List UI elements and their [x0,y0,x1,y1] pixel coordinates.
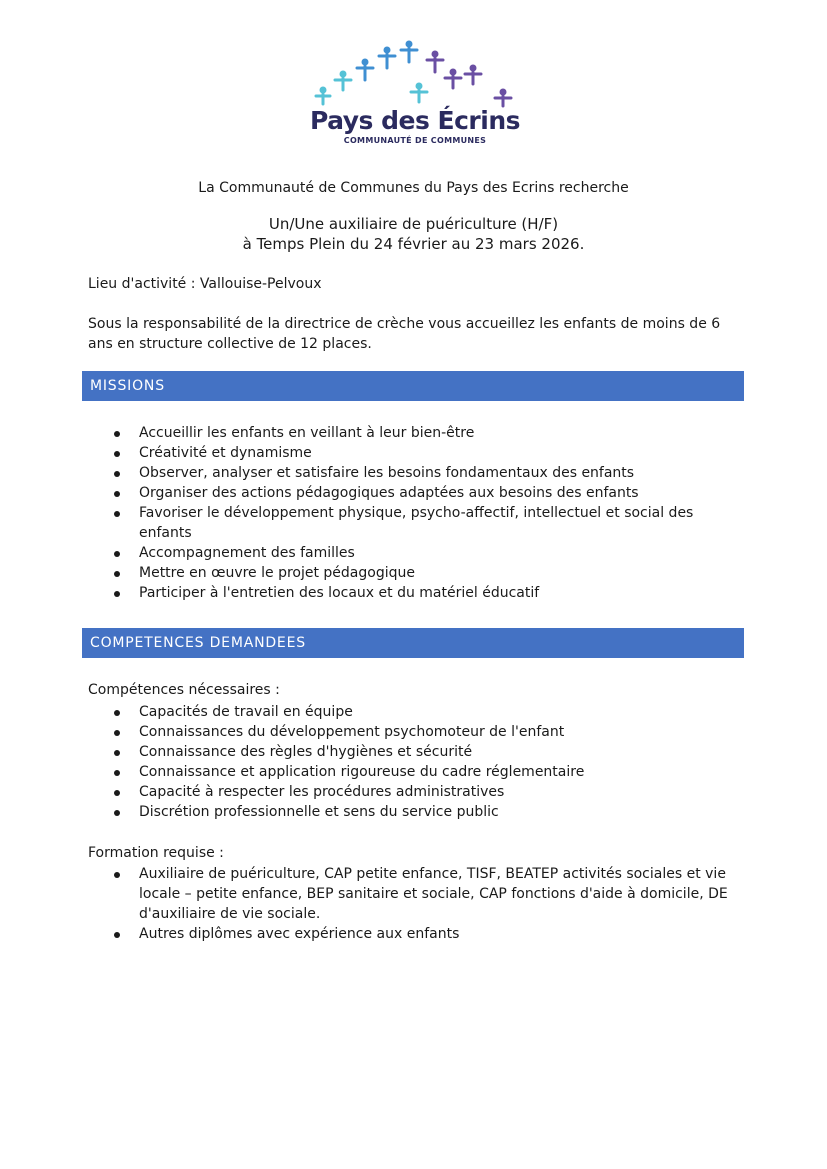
intro-text: La Communauté de Communes du Pays des Ecrins recherche [198,180,629,196]
missions-list [110,423,750,603]
list-item: Autres diplômes avec expérience aux enfants [110,924,750,944]
list-item: Créativité et dynamisme [110,443,750,463]
logo-subtitle: COMMUNAUTÉ DE COMMUNES [343,136,487,145]
description-text: Sous la responsabilité de la directrice de crèche vous accueillez les enfants de moins de 6 ans en structure collective de 12 places. [88,316,721,352]
list-item: Capacités de travail en équipe [110,702,750,722]
job-title-line-1: Un/Une auxiliaire de puériculture (H/F) [268,215,559,233]
list-item: Capacité à respecter les procédures administratives [110,782,750,802]
list-item: Auxiliaire de puériculture, CAP petite enfance, TISF, BEATEP activités sociales et vie locale – petite enfance, BEP sanitaire et sociale, CAP fonctions d'aide à domicile, DE d'auxiliaire de vie sociale. [110,864,750,924]
list-item: Observer, analyser et satisfaire les besoins fondamentaux des enfants [110,463,750,483]
list-item: Accueillir les enfants en veillant à leur bien-être [110,423,750,443]
missions-heading: MISSIONS [82,371,744,401]
required-skills-label: Compétences nécessaires : [88,682,280,698]
job-title-line-2: à Temps Plein du 24 février au 23 mars 2026. [242,235,585,253]
list-item: Discrétion professionnelle et sens du service public [110,802,750,822]
training-label: Formation requise : [88,845,224,861]
required-skills-list [110,702,750,822]
location-text: Lieu d'activité : Vallouise-Pelvoux [88,276,322,292]
list-item: Connaissance et application rigoureuse du cadre réglementaire [110,762,750,782]
logo-name: Pays des Écrins [309,106,521,135]
list-item: Participer à l'entretien des locaux et du matériel éducatif [110,583,750,603]
competences-heading: COMPETENCES DEMANDEES [82,628,744,658]
list-item: Connaissance des règles d'hygiènes et sécurité [110,742,750,762]
list-item: Accompagnement des familles [110,543,750,563]
list-item: Connaissances du développement psychomoteur de l'enfant [110,722,750,742]
organization-logo [305,38,525,150]
job-title [0,214,827,254]
list-item: Mettre en œuvre le projet pédagogique [110,563,750,583]
list-item: Organiser des actions pédagogiques adaptées aux besoins des enfants [110,483,750,503]
list-item: Favoriser le développement physique, psycho-affectif, intellectuel et social des enfants [110,503,750,543]
training-list [110,864,750,944]
dancing-figures-icon [313,38,517,110]
